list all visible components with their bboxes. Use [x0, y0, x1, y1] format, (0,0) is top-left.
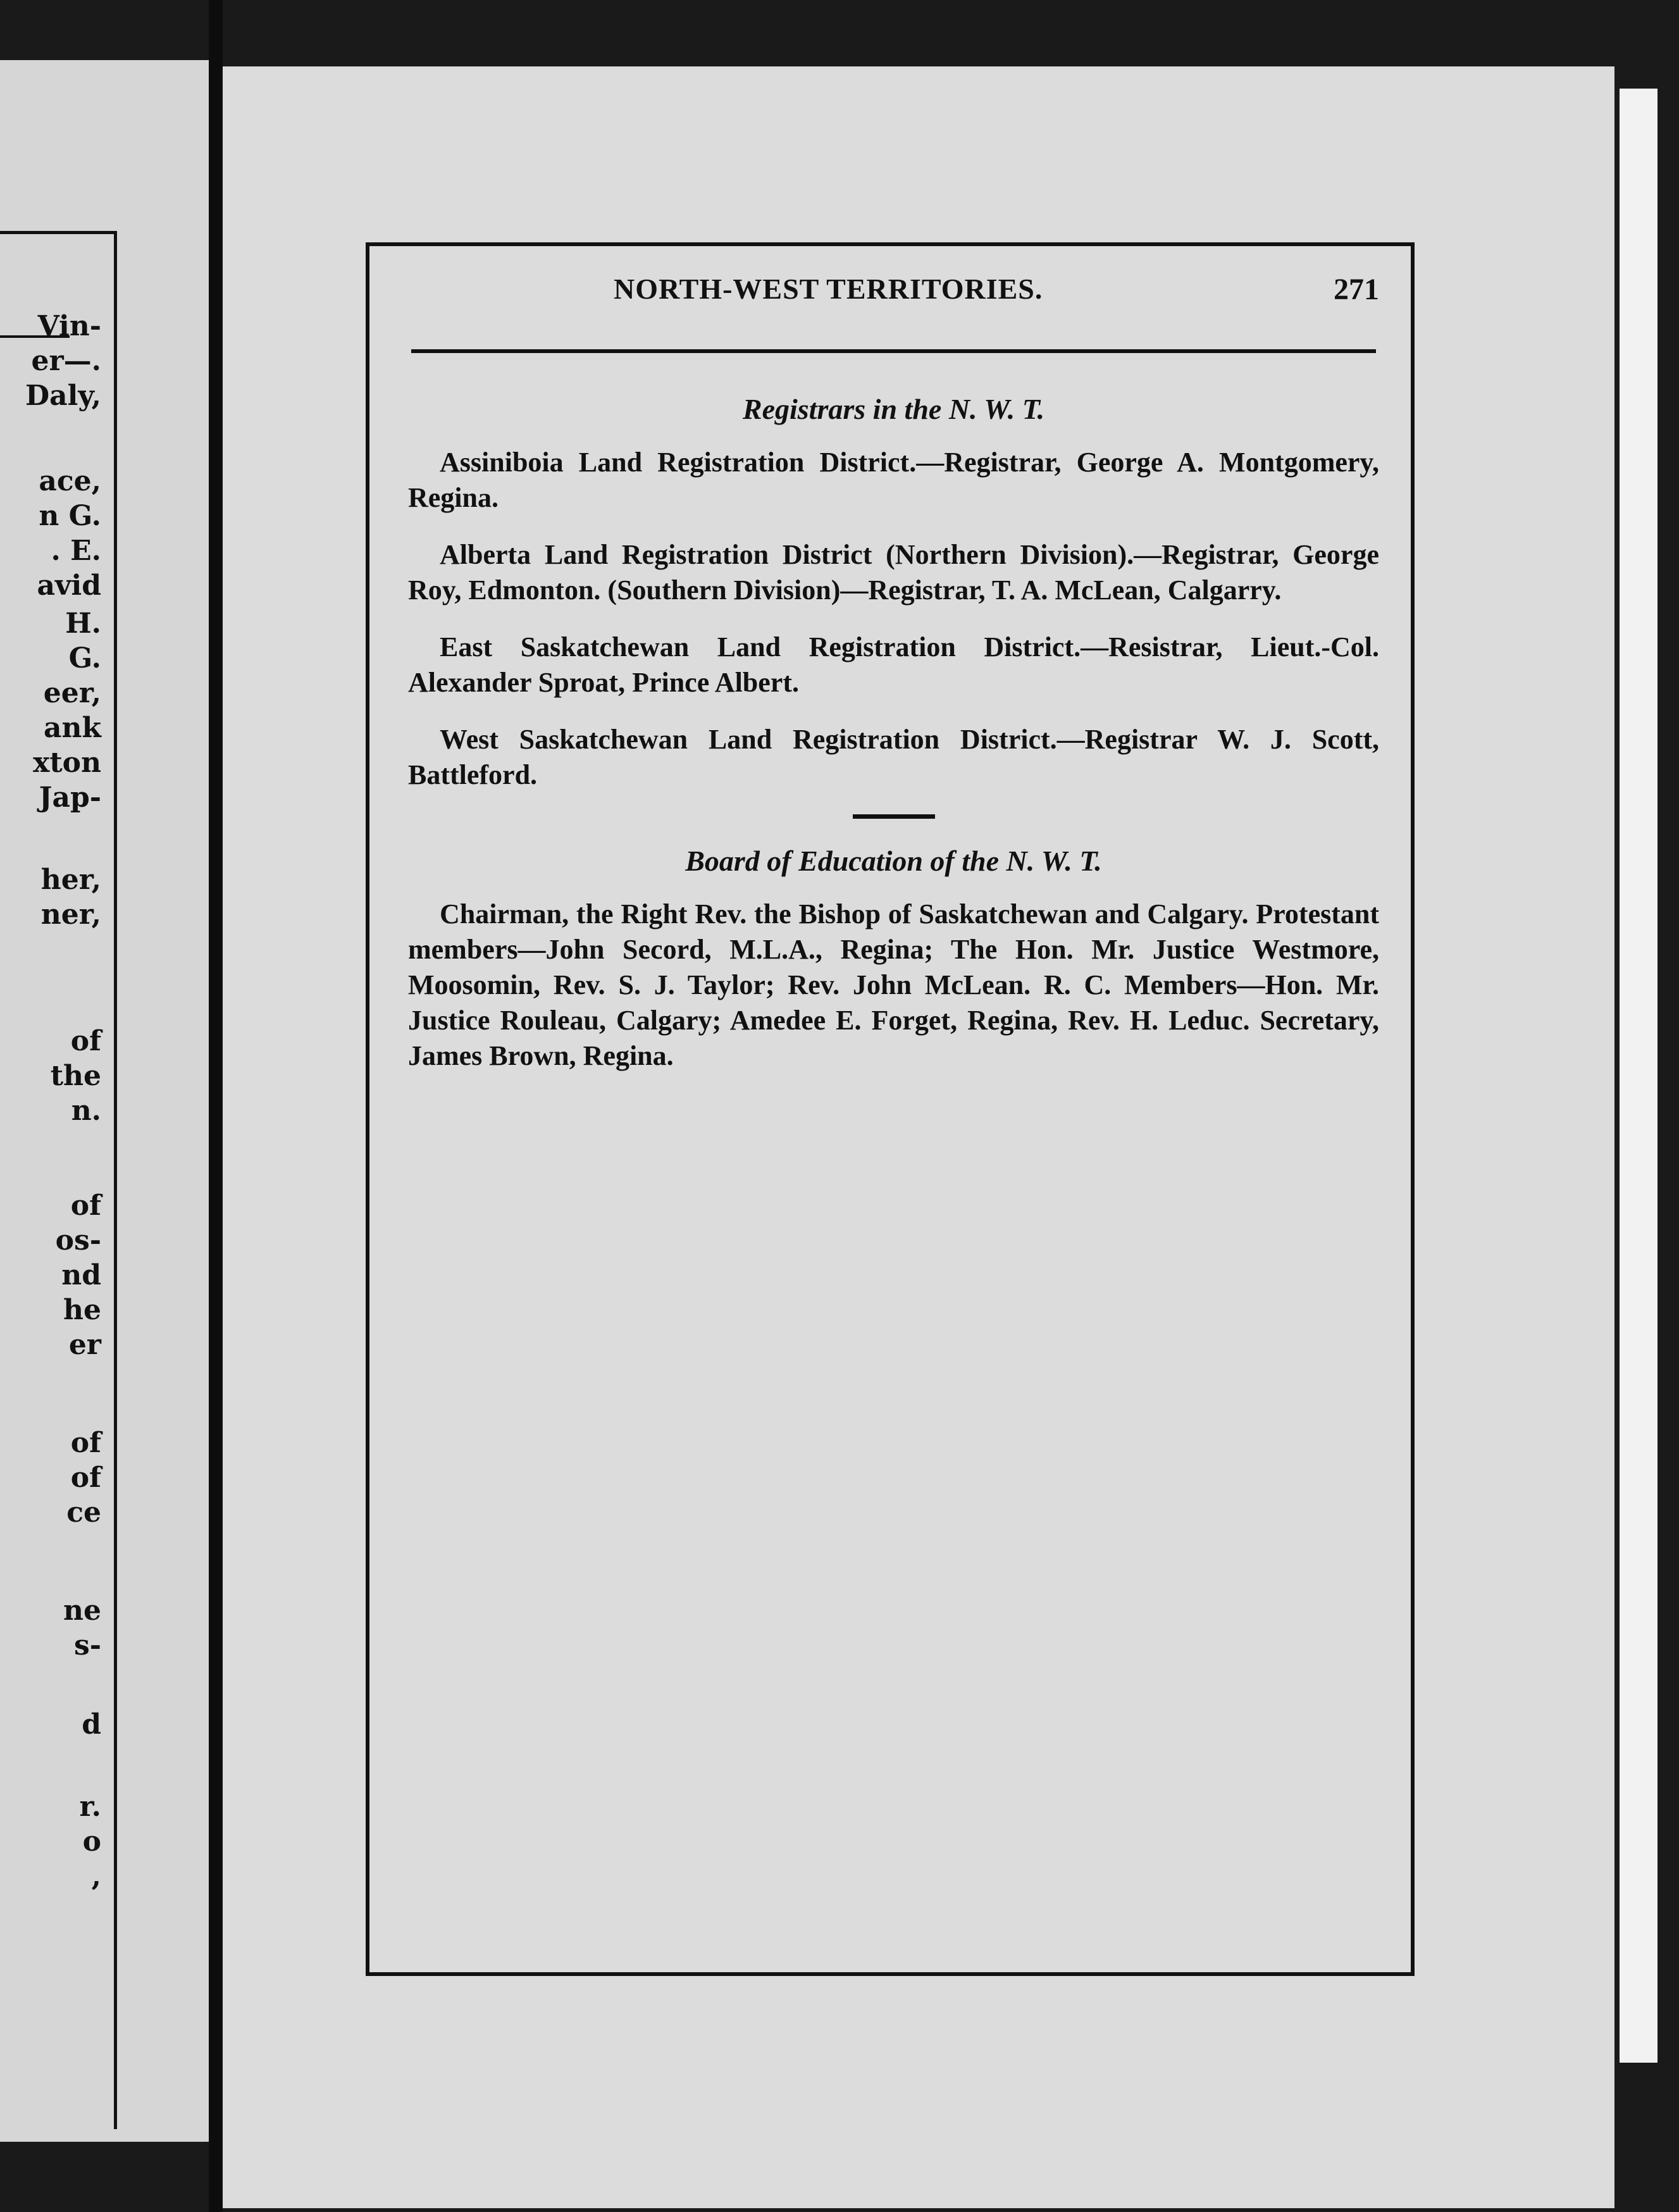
- registrar-entry-assiniboia: Assiniboia Land Registration District.—Registrar, George A. Montgomery, Regina.: [408, 447, 1379, 513]
- board-members-paragraph: Chairman, the Right Rev. the Bishop of Saskatchewan and Calgary. Protestant members—John Secord, M.L.A., Regina; The Hon. Mr. Justice Westmore, Moosomin, Rev. S. J. Taylor; Rev. John McLean. R. C. Members—Hon. Mr. Justice Rouleau, Calgary; Amedee E. Forget, Regina, Rev. H. Leduc. Secretary, James Brown, Regina.: [408, 898, 1379, 1071]
- left-page-line: ne: [63, 1594, 101, 1627]
- left-page-line: G.: [68, 642, 101, 674]
- left-page-line: of: [70, 1190, 101, 1222]
- left-page-line: . E.: [51, 535, 101, 567]
- left-page-line: r.: [79, 1791, 101, 1823]
- left-page-line: n.: [71, 1095, 101, 1127]
- left-page-line: H.: [65, 607, 101, 640]
- left-page-line: Vin-: [37, 310, 101, 342]
- left-page-line: er: [68, 1329, 101, 1361]
- left-page-line: os-: [55, 1224, 101, 1257]
- left-page-line: eer,: [43, 677, 101, 709]
- left-page-line: xton: [33, 747, 101, 779]
- registrar-entry-west-saskatchewan: West Saskatchewan Land Registration District.—Registrar W. J. Scott, Battleford.: [408, 724, 1379, 790]
- left-page-rule: [0, 231, 117, 234]
- left-page-line: ner,: [40, 898, 101, 931]
- page-content: [408, 380, 1379, 1095]
- page-edge: [1620, 89, 1657, 2063]
- left-page-line: er—.: [31, 345, 101, 377]
- left-page-line: ce: [66, 1496, 101, 1529]
- left-page-line: n G.: [39, 500, 101, 532]
- left-page-line: the: [50, 1060, 101, 1092]
- left-page-line: s-: [73, 1629, 101, 1662]
- left-page-line: ,: [91, 1860, 101, 1892]
- left-page-line: Daly,: [25, 380, 101, 412]
- left-page-line: of: [70, 1427, 101, 1459]
- registrar-entry-east-saskatchewan: East Saskatchewan Land Registration District.—Resistrar, Lieut.-Col. Alexander Sproat, Prince Albert.: [408, 631, 1379, 698]
- left-page-line: o: [82, 1825, 101, 1858]
- left-page-line: her,: [40, 864, 101, 896]
- left-page-line: d: [82, 1708, 101, 1741]
- header-rule: [411, 349, 1376, 353]
- page-number: 271: [1334, 273, 1379, 306]
- left-page-line: he: [63, 1294, 101, 1326]
- registrar-entry-alberta: Alberta Land Registration District (Northern Division).—Registrar, George Roy, Edmonton. (Southern Division)—Registrar, T. A. McLean, Calgarry.: [408, 539, 1379, 606]
- book-gutter: [209, 0, 223, 2212]
- left-page-line: ank: [44, 712, 101, 744]
- left-facing-page: [0, 60, 209, 2142]
- left-page-line: Jap-: [39, 781, 101, 814]
- registrars-heading: Registrars in the N. W. T.: [742, 393, 1045, 425]
- board-heading: Board of Education of the N. W. T.: [685, 845, 1102, 877]
- left-page-line: of: [70, 1462, 101, 1494]
- left-page-line: avid: [37, 569, 101, 602]
- left-page-frame-edge: [114, 231, 117, 2129]
- left-page-line: of: [70, 1025, 101, 1057]
- left-page-line: nd: [61, 1259, 101, 1291]
- section-divider: [853, 814, 935, 819]
- running-head: [392, 272, 1379, 316]
- left-page-line: ace,: [39, 465, 101, 497]
- running-title: NORTH-WEST TERRITORIES.: [614, 273, 1043, 305]
